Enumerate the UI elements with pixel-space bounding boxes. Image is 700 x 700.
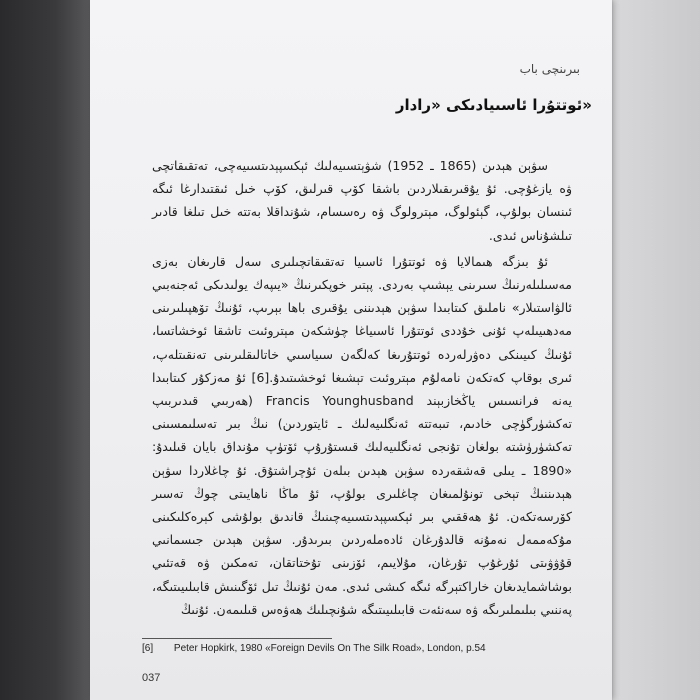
body-text	[152, 154, 573, 617]
book-page	[90, 0, 612, 700]
chapter-title: ئوتتۇرا ئاسىيادىكى «رادار»	[395, 96, 592, 114]
paragraph: سۋېن ھېدىن (1865 ـ 1952) شۋېتسىيەلىك ئېكسپېدىتسىيەچى، تەتقىقاتچى ۋە يازغۇچى. ئۇ يۇقىرىقىلاردىن باشقا كۆپ قىرلىق، كۆپ خىل ئىقتىدارغا ئىگە ئىنسان بولۇپ، گېئولوگ، مېترولوگ ۋە رەسسام، شۇنداقلا بەتتە خىل تىلغا قادىر تىلشۇناس ئىدى.	[152, 158, 572, 243]
background-right	[604, 0, 700, 700]
section-label: بىرىنچى باب	[519, 62, 580, 76]
page-number: 037	[142, 672, 161, 684]
footnote-number: [6]	[142, 643, 154, 654]
footnote-text: Peter Hopkirk, 1980 «Foreign Devils On The Silk Road», London, p.54	[173, 643, 486, 654]
footnote	[142, 643, 572, 654]
footnote-divider	[142, 638, 332, 639]
paragraph: ئۇ بىزگە ھىمالايا ۋە ئوتتۇرا ئاسىيا تەتقىقاتچىلىرى سەل قارىغان بەزى مەسىلىلەرنىڭ سىرىنى يېشىپ بەردى. پېتىر خوپكىرنىڭ «يىپەك يولىدىكى ئەجنەبىي ئالۋاستىلار» ناملىق كىتابىدا سۋېن ھېدىننى يۇقىرى باھا بېرىپ، ئۇنىڭ تۆھپىلىرىنى مەدھىيىلەپ ئۇنى خۇددى ئوتتۇرا ئاسىياغا چۈشكەن مېتروئىت تاشقا ئوخشاتسا، ئۇنىڭ كىيىنكى دەۋرلەردە ئوتتۇرىغا كەلگەن سىياسىي خاتالىقلىرىنى تەنقىتلەپ، ئىرى بوقاپ كەتكەن نامەلۇم مېتروئىت تېشىغا ئوخشىتىدۇ.[6] ئۇ مەزكۇر كىتابىدا يەنە فرانسىس ياڭخازبېند Francis Younghusband (ھەربىي قىدىربىپ تەكشۈرگۈچى خادىم، تىبەتتە ئەنگلىيەلىك ـ ئايتوردىن) نىڭ بىر تەسلىمسىنى تەكشۈرۈشتە بولغان تۇنجى ئەنگلىيەلىك قىستۇرۇپ ئۆتۈپ مۇنداق بايان قىلىدۇ: «1890 ـ يىلى قەشقەردە سۋېن ھېدىن بىلەن ئۇچراشتۇق. ئۇ چاغلاردا سۋېن ھېدىننىڭ تېخى تونۇلمىغان چاغلىرى بولۇپ، ئۇ ماڭا ناھايىتى چوڭ تەسىر كۆرسەتكەن. ئۇ ھەققىي بىر ئېكسپېدىتسىيەچىنىڭ قاندىق بولۇشى كېرەكلىكىنى مۇكەممەل نەمۇنە قالدۇرغان ئادەملەردىن بىرىدۇر. سۋېن ھېدىن جىسمانىي قۇۋۋىتى ئۇرغۇپ تۇرغان، مۇلايىم، ئۆزىنى تۇختاتقان، تەمكىن ۋە قەتئىي بوشاشمايدىغان خاراكتېرگە ئىگە كىشى ئىدى. مەن ئۇنىڭ تىل ئۆگىنىش قابىلىيىتىگە، پەننىي بىلىملىرىگە ۋە سەنئەت قابىلىيىتىگە شۇنچىلىك ھەۋەس قىلىمەن. ئۇنىڭ	[152, 253, 573, 617]
background-left	[0, 0, 92, 700]
